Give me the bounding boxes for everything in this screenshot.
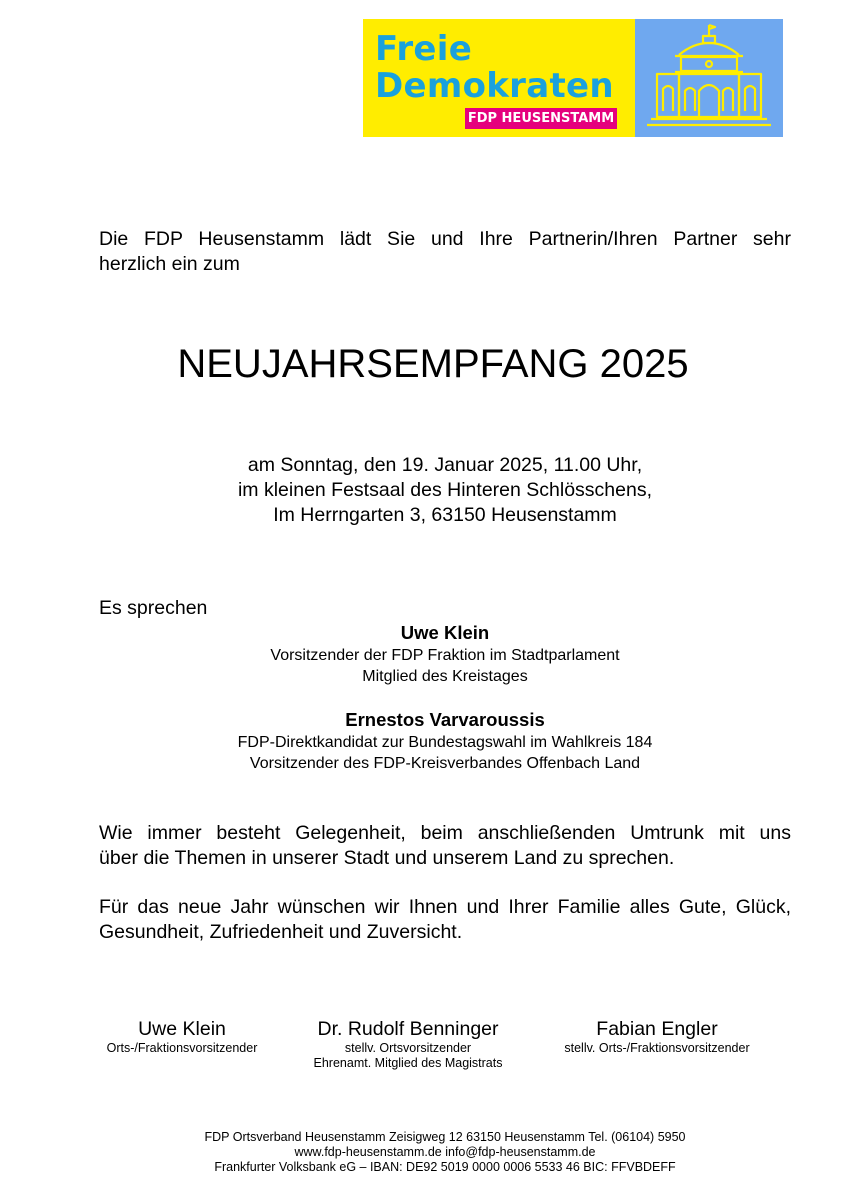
logo-text-panel — [363, 19, 635, 137]
closing-paragraph-2-line-2: Gesundheit, Zufriedenheit und Zuversicht. — [99, 921, 463, 943]
event-details — [0, 453, 866, 528]
speaker-name: Uwe Klein — [400, 622, 490, 643]
speakers-heading: Es sprechen — [99, 597, 208, 619]
signatory-role: Orts-/Fraktionsvorsitzender — [106, 1041, 258, 1055]
speaker-role: FDP-Direktkandidat zur Bundestagswahl im Wahlkreis 184 — [237, 734, 653, 751]
signatory — [298, 1017, 518, 1071]
event-venue: im kleinen Festsaal des Hinteren Schlösschens, — [237, 479, 653, 501]
closing-paragraph-1-line-2: über die Themen in unserer Stadt und unserem Land zu sprechen. — [99, 847, 675, 869]
footer-bank: Frankfurter Volksbank eG – IBAN: DE92 5019 0000 0006 5533 46 BIC: FFVBDEFF — [214, 1160, 676, 1174]
closing-paragraph-2-line-1: Für das neue Jahr wünschen wir Ihnen und Ihrer Familie alles Gute, Glück, — [99, 896, 791, 918]
footer-web: www.fdp-heusenstamm.de info@fdp-heusenstamm.de — [294, 1145, 596, 1159]
castle-gate-icon — [635, 19, 783, 137]
intro-line-1: Die FDP Heusenstamm lädt Sie und Ihre Partnerin/Ihren Partner sehr — [99, 228, 791, 250]
signatory-name: Uwe Klein — [138, 1018, 226, 1040]
signatory-role: stellv. Orts-/Fraktionsvorsitzender — [564, 1041, 750, 1055]
signatory-role: stellv. Ortsvorsitzender — [344, 1041, 472, 1055]
signatory-role: Ehrenamt. Mitglied des Magistrats — [313, 1056, 503, 1070]
event-address: Im Herrngarten 3, 63150 Heusenstamm — [273, 504, 617, 526]
speaker-block — [0, 621, 866, 687]
signatory — [82, 1017, 282, 1056]
signatory-name: Dr. Rudolf Benninger — [317, 1018, 499, 1040]
footer-address: FDP Ortsverband Heusenstamm Zeisigweg 12 63150 Heusenstamm Tel. (06104) 5950 — [204, 1130, 686, 1144]
speaker-name: Ernestos Varvaroussis — [345, 709, 545, 730]
logo-word-demokraten: Demokraten — [375, 66, 614, 106]
fdp-logo — [363, 19, 783, 137]
event-title: NEUJAHRSEMPFANG 2025 — [177, 342, 689, 386]
footer — [0, 1130, 866, 1175]
speaker-block — [0, 708, 866, 774]
logo-badge: FDP HEUSENSTAMM — [465, 108, 617, 129]
signatory-name: Fabian Engler — [596, 1018, 718, 1040]
signatory — [542, 1017, 772, 1056]
speaker-role: Vorsitzender der FDP Fraktion im Stadtparlament — [270, 647, 620, 664]
logo-word-freie: Freie — [375, 29, 473, 69]
speaker-role: Mitglied des Kreistages — [362, 668, 528, 685]
intro-line-2: herzlich ein zum — [99, 253, 240, 275]
closing-paragraph-1-line-1: Wie immer besteht Gelegenheit, beim anschließenden Umtrunk mit uns — [99, 822, 791, 844]
speaker-role: Vorsitzender des FDP-Kreisverbandes Offenbach Land — [249, 755, 641, 772]
event-date: am Sonntag, den 19. Januar 2025, 11.00 Uhr, — [247, 454, 643, 476]
